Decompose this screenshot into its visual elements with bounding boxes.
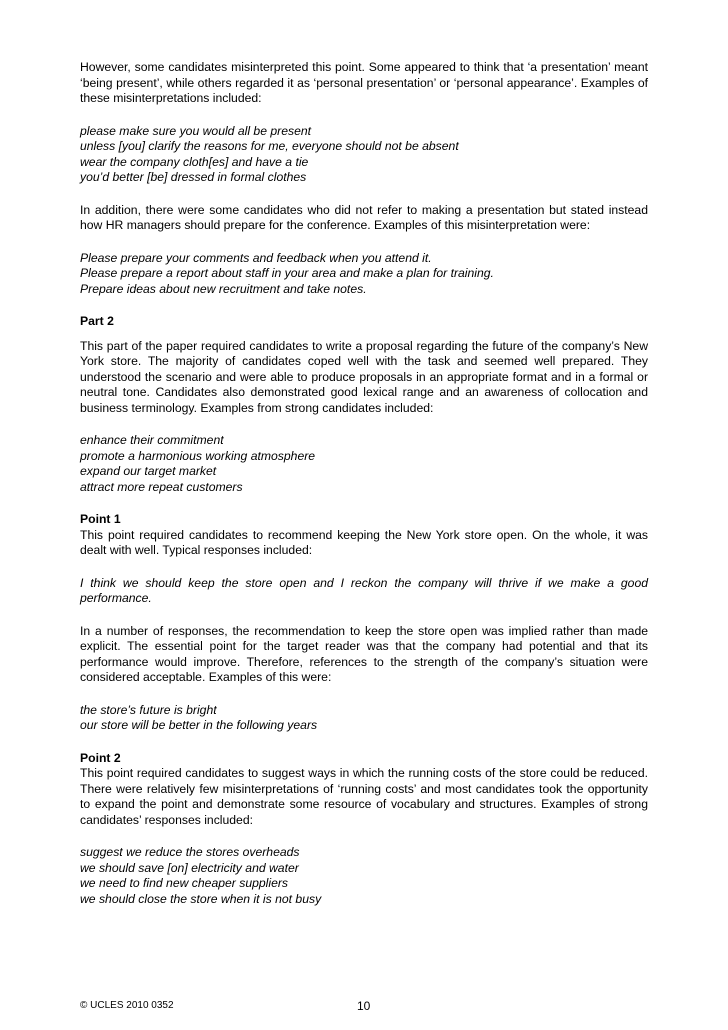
example-line: wear the company cloth[es] and have a tie: [80, 154, 309, 169]
point1-heading: Point 1: [80, 512, 121, 526]
example-line: unless [you] clarify the reasons for me, everyone should not be absent: [80, 139, 459, 153]
example-line: Please prepare your comments and feedback when you attend it.: [80, 250, 432, 265]
example-line: you’d better [be] dressed in formal clothes: [80, 170, 307, 184]
example-line: we should close the store when it is not busy: [80, 891, 322, 906]
example-line: expand our target market: [80, 464, 217, 478]
intro-examples: [80, 124, 648, 186]
part2-examples: [80, 433, 648, 495]
intro-section-2: [80, 203, 648, 234]
example-line: Prepare ideas about new recruitment and take notes.: [80, 281, 367, 296]
point1-section: [80, 512, 648, 559]
point2-section: [80, 751, 648, 829]
point2-heading: Point 2: [80, 750, 121, 765]
point2-paragraph: This point required candidates to suggest ways in which the running costs of the store could be reduced. There were relatively few misinterpretations of ‘running costs’ and most candidates took the opportunity to expand the point and demonstrate some resource of vocabulary and structures. Examples of strong candidates’ responses included:: [80, 766, 648, 827]
example-line: I think we should keep the store open and I reckon the company will thrive if we make a good performance.: [80, 575, 648, 605]
point1-paragraph-2: In a number of responses, the recommendation to keep the store open was implied rather than made explicit. The essential point for the target reader was that the company had potential and that its performance would improve. Therefore, references to the strength of the company’s situation were considered acceptable. Examples of this were:: [80, 623, 648, 684]
intro-examples-2: [80, 251, 648, 298]
example-line: attract more repeat customers: [80, 479, 243, 494]
example-line: suggest we reduce the stores overheads: [80, 845, 300, 859]
intro-section: [80, 60, 648, 107]
example-line: Please prepare a report about staff in your area and make a plan for training.: [80, 266, 494, 280]
point1-examples: [80, 703, 648, 734]
example-line: our store will be better in the following years: [80, 718, 318, 732]
intro-paragraph: However, some candidates misinterpreted this point. Some appeared to think that ‘a presentation’ meant ‘being present’, while others regarded it as ‘personal presentation’ or ‘personal appearance’. Examples of these misinterpretations included:: [80, 60, 648, 105]
page-number: 10: [357, 999, 371, 1013]
example-line: please make sure you would all be present: [80, 123, 312, 138]
footer-copyright: © UCLES 2010 0352: [80, 1000, 174, 1011]
point1-paragraph: This point required candidates to recommend keeping the New York store open. On the whole, it was dealt with well. Typical responses included:: [80, 527, 648, 557]
example-line: enhance their commitment: [80, 433, 224, 447]
page-content: [80, 60, 648, 924]
example-line: we need to find new cheaper suppliers: [80, 876, 288, 890]
part2-paragraph: This part of the paper required candidates to write a proposal regarding the future of the company’s New York store. The majority of candidates coped well with the task and seemed well prepared. They understood the scenario and were able to produce proposals in an appropriate format and in a formal or neutral tone. Candidates also demonstrated good lexical range and an awareness of collocation and business terminology. Examples from strong candidates included:: [80, 338, 648, 415]
part2-section: [80, 339, 648, 417]
example-line: we should save [on] electricity and water: [80, 860, 299, 875]
point1-example: [80, 576, 648, 607]
example-line: the store’s future is bright: [80, 702, 217, 717]
part2-heading: Part 2: [80, 314, 114, 328]
point2-examples: [80, 845, 648, 907]
point1-section-2: [80, 624, 648, 686]
intro-paragraph-2: In addition, there were some candidates who did not refer to making a presentation but stated instead how HR managers should prepare for the conference. Examples of this misinterpretation were:: [80, 202, 648, 232]
example-line: promote a harmonious working atmosphere: [80, 448, 316, 463]
